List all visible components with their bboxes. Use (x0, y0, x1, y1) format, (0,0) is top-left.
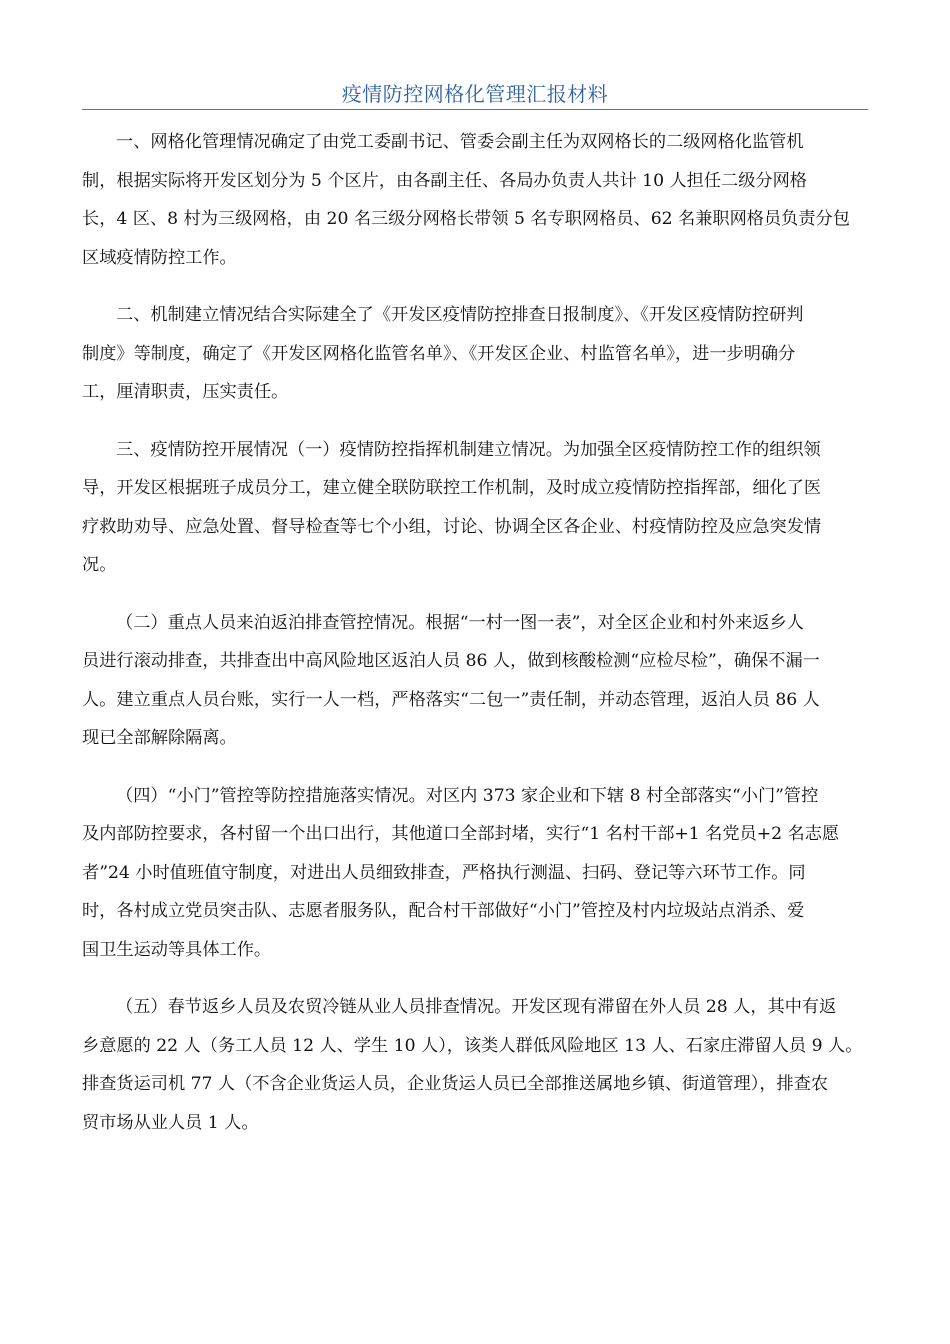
text-line: 况。 (82, 555, 117, 575)
text-line: 乡意愿的 22 人（务工人员 12 人、学生 10 人），该类人群低风险地区 13 人、石家庄滞留人员 9 人。 (82, 1035, 863, 1056)
text-line: 疗救助劝导、应急处置、督导检查等七个小组，讨论、协调全区各企业、村疫情防控及应急突发情 (82, 516, 822, 537)
text-line: 二、机制建立情况结合实际建全了《开发区疫情防控排查日报制度》、《开发区疫情防控研判 (116, 305, 804, 325)
title-underline (82, 109, 868, 110)
text-line: 现已全部解除隔离。 (82, 728, 237, 748)
text-line: 长，4 区、8 村为三级网格，由 20 名三级分网格长带领 5 名专职网格员、62 名兼职网格员负责分包 (82, 209, 850, 229)
text-line: 时，各村成立党员突击队、志愿者服务队，配合村干部做好“小门”管控及村内垃圾站点消杀、爱 (82, 901, 805, 921)
text-line: 三、疫情防控开展情况（一）疫情防控指挥机制建立情况。为加强全区疫情防控工作的组织领 (116, 439, 821, 460)
text-line: （四）“小门”管控等防控措施落实情况。对区内 373 家企业和下辖 8 村全部落实“小门”管控 (116, 785, 819, 806)
document-title: 疫情防控网格化管理汇报材料 (341, 82, 609, 106)
paragraph-small-gate-control (82, 777, 872, 970)
text-line: （五）春节返乡人员及农贸冷链从业人员排查情况。开发区现有滞留在外人员 28 人，其中有返 (116, 997, 837, 1017)
paragraph-mechanism (82, 296, 872, 412)
text-line: （二）重点人员来泊返泊排查管控情况。根据“一村一图一表”，对全区企业和村外来返乡人 (116, 612, 804, 633)
text-line: 区域疫情防控工作。 (82, 247, 237, 268)
text-line: 人。建立重点人员台账，实行一人一档，严格落实“二包一”责任制，并动态管理，返泊人员 86 人 (82, 689, 820, 710)
text-line: 制，根据实际将开发区划分为 5 个区片，由各副主任、各局办负责人共计 10 人担任二级分网格 (82, 170, 807, 191)
text-line: 及内部防控要求，各村留一个出口出行，其他道口全部封堵，实行“1 名村干部+1 名党员+2 名志愿 (82, 824, 840, 844)
text-line: 导，开发区根据班子成员分工，建立健全联防联控工作机制，及时成立疫情防控指挥部，细化了医 (82, 478, 822, 498)
document-body (82, 123, 872, 1161)
text-line: 国卫生运动等具体工作。 (82, 939, 272, 960)
paragraph-key-personnel (82, 604, 872, 758)
text-line: 一、网格化管理情况确定了由党工委副书记、管委会副主任为双网格长的二级网格化监管机 (116, 132, 804, 152)
text-line: 工，厘清职责，压实责任。 (82, 382, 289, 402)
text-line: 贸市场从业人员 1 人。 (82, 1112, 259, 1133)
text-line: 员进行滚动排查，共排查出中高风险地区返泊人员 86 人，做到核酸检测“应检尽检”，确保不漏一 (82, 651, 820, 671)
paragraph-epidemic-control (82, 431, 872, 585)
text-line: 排查货运司机 77 人（不含企业货运人员，企业货运人员已全部推送属地乡镇、街道管理），排查农 (82, 1074, 829, 1094)
paragraph-grid-management (82, 123, 872, 277)
text-line: 者”24 小时值班值守制度，对进出人员细致排查，严格执行测温、扫码、登记等六环节工作。同 (82, 862, 806, 883)
paragraph-spring-festival (82, 988, 872, 1142)
text-line: 制度》等制度，确定了《开发区网格化监管名单》、《开发区企业、村监管名单》，进一步明确分 (82, 343, 796, 364)
